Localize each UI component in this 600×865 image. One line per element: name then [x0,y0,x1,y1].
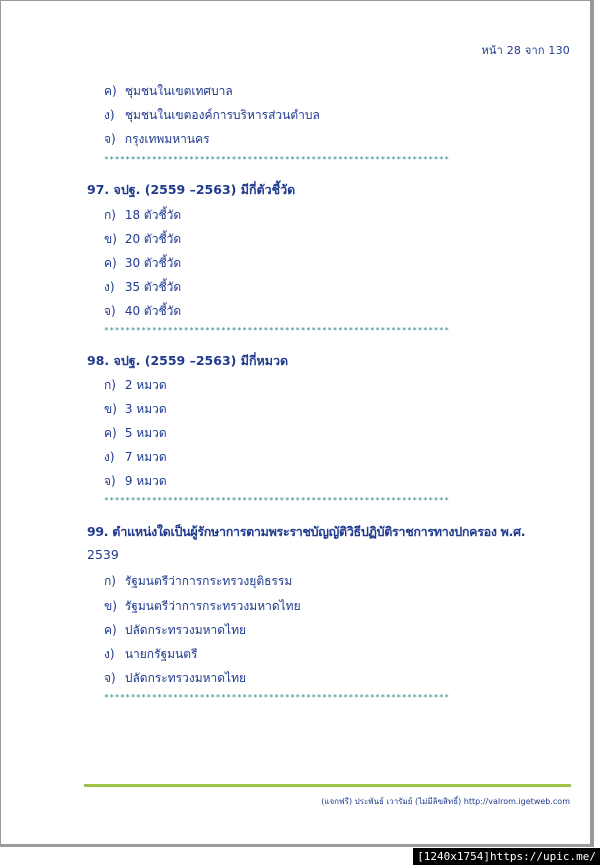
option-label: ค) [104,84,117,98]
option-label: ก) [104,574,116,588]
option-label: ข) [104,599,117,613]
q96-option-e [104,130,210,149]
option-text: กรุงเทพมหานคร [124,132,210,146]
q97-option-d [104,278,181,297]
option-label: ง) [104,280,115,294]
footer-credit: (แจกฟรี) ประพันธ์ เวารัมย์ (ไม่มีลิขสิทธิ์) http://valrom.igetweb.com [321,797,570,806]
option-label: ก) [104,378,116,392]
separator: ***************************************************************** [104,155,450,164]
q99-option-c [104,621,246,640]
option-label: จ) [104,304,116,318]
option-label: ข) [104,402,117,416]
q97-option-b [104,230,181,249]
option-text: รัฐมนตรีว่าการกระทรวงมหาดไทย [124,599,301,613]
q96-option-d [104,106,320,125]
option-text: 9 หมวด [124,474,167,488]
option-text: 18 ตัวชี้วัด [124,208,182,222]
question-97: 97. จปฐ. (2559 –2563) มีกี่ตัวชี้วัด [87,182,296,197]
q98-option-a [104,376,167,395]
option-label: ง) [104,108,115,122]
separator: ***************************************************************** [104,496,450,505]
option-label: ง) [104,450,115,464]
option-text: 5 หมวด [124,426,167,440]
q98-option-d [104,448,167,467]
option-text: ชุมชนในเขตองค์การบริหารส่วนตำบล [124,108,320,122]
option-label: ง) [104,647,115,661]
q98-option-c [104,424,167,443]
option-label: ค) [104,256,117,270]
option-label: จ) [104,474,116,488]
question-99-year: 2539 [87,547,119,562]
q97-option-c [104,254,181,273]
separator: ***************************************************************** [104,693,450,702]
option-label: ค) [104,623,117,637]
q97-option-a [104,206,181,225]
option-text: ชุมชนในเขตเทศบาล [124,84,233,98]
option-text: 40 ตัวชี้วัด [124,304,182,318]
option-label: จ) [104,671,116,685]
option-text: ปลัดกระทรวงมหาดไทย [124,623,247,637]
q98-option-e [104,472,167,491]
option-text: ปลัดกระทรวงมหาดไทย [124,671,247,685]
question-98: 98. จปฐ. (2559 –2563) มีกี่หมวด [87,353,289,368]
image-host-stamp: [1240x1754]https://upic.me/ [413,848,600,865]
option-text: 2 หมวด [124,378,167,392]
option-text: นายกรัฐมนตรี [124,647,198,661]
option-text: 35 ตัวชี้วัด [124,280,182,294]
option-label: ก) [104,208,116,222]
page-number: หน้า 28 จาก 130 [481,44,570,57]
option-text: 7 หมวด [124,450,167,464]
option-text: รัฐมนตรีว่าการกระทรวงยุติธรรม [124,574,293,588]
q96-option-c [104,82,233,101]
q99-option-e [104,669,246,688]
q99-option-b [104,597,301,616]
q97-option-e [104,302,181,321]
option-text: 3 หมวด [124,402,167,416]
option-label: ค) [104,426,117,440]
separator: ***************************************************************** [104,326,450,335]
footer-divider [84,784,571,787]
q99-option-d [104,645,197,664]
option-text: 30 ตัวชี้วัด [124,256,182,270]
option-text: 20 ตัวชี้วัด [124,232,182,246]
q99-option-a [104,572,292,591]
option-label: ข) [104,232,117,246]
q98-option-b [104,400,167,419]
question-99: 99. ตำแหน่งใดเป็นผู้รักษาการตามพระราชบัญญัติวิธีปฏิบัติราชการทางปกครอง พ.ศ. [87,524,526,539]
option-label: จ) [104,132,116,146]
